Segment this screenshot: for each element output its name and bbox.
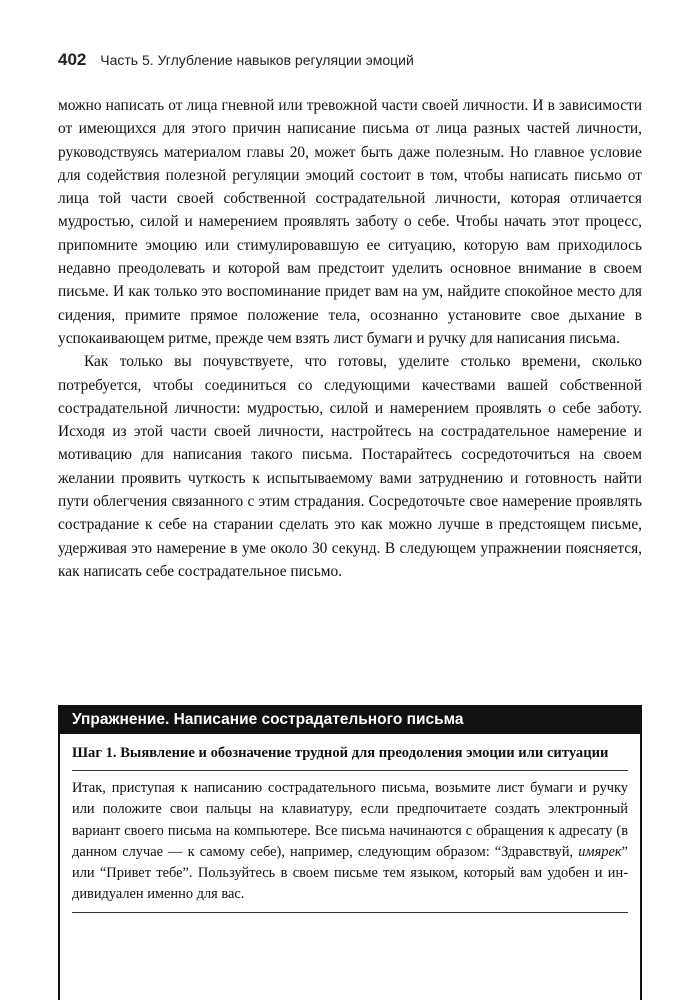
step-title: Шаг 1. Выявление и обозначение трудной для преодоления эмоции или ситуации <box>72 743 628 771</box>
exercise-title: Упражнение. Написание сострадательного письма <box>60 705 640 734</box>
step-text <box>72 778 628 913</box>
body-text <box>58 94 642 583</box>
step-text-italic: имярек <box>578 843 622 860</box>
exercise-box <box>58 705 642 1000</box>
paragraph: можно написать от лица гневной или тревожной части своей личности. И в зависимости от имеющихся для этого причин написание письма от лица разных частей личности, руководствуясь материалом главы 20, может быть даже полезным. Но главное условие для содействия полезной регуляции эмоций состоит в том, чтобы написать письмо от лица той части своей собственной сострадательной личности, которая отличается мудростью, силой и намерением проявлять заботу о себе. Чтобы начать этот процесс, припомните эмоцию или стимулировавшую ее ситуацию, которую вам приходилось недавно преодолевать и которой вам предстоит уделить основное внимание в своем письме. И как только это воспоминание придет вам на ум, найдите спокойное место для сидения, примите прямое положение тела, осознанно установите свое дыхание в успокаивающем ритме, прежде чем взять лист бумаги и ручку для написания письма. <box>58 97 642 347</box>
page-number: 402 <box>58 50 87 69</box>
step-text-part: ” или “Привет тебе”. Пользуйтесь в своем письме тем языком, который вам удобен и индивидуален именно для вас. <box>72 843 628 903</box>
running-title: Часть 5. Углубление навыков регуляции эмоций <box>100 52 414 68</box>
step-text-part: Итак, приступая к написанию сострадательного письма, возьмите лист бумаги и ручку или положите свои пальцы на клавиатуру, если предпочитаете создать электронный вариант своего письма на компьютере. Все письма начинаются с обращения к адресату (в данном случае — к самому себе), например, следующим образом: “Здравствуй, <box>72 780 628 860</box>
running-head <box>58 50 414 70</box>
paragraph: Как только вы почувствуете, что готовы, уделите столько времени, сколько потребуется, чтобы соединиться со следующими качествами вашей собственной сострадательной личности: мудростью, силой и намерением проявлять о себе заботу. Исходя из этой части своей личности, настройтесь на сострадательное намерение и мотивацию для написания такого письма. Постарайтесь сосредоточиться на своем желании проявить чуткость к испытываемому вами затруднению и готовность найти пути облегчения связанного с этим страдания. Сосредоточьте свое намерение проявлять сострадание к себе на старании сделать это как можно лучше в предстоящем письме, удерживая это намерение в уме около 30 секунд. В следующем упражнении поясняется, как написать себе сострадательное письмо. <box>58 353 642 580</box>
